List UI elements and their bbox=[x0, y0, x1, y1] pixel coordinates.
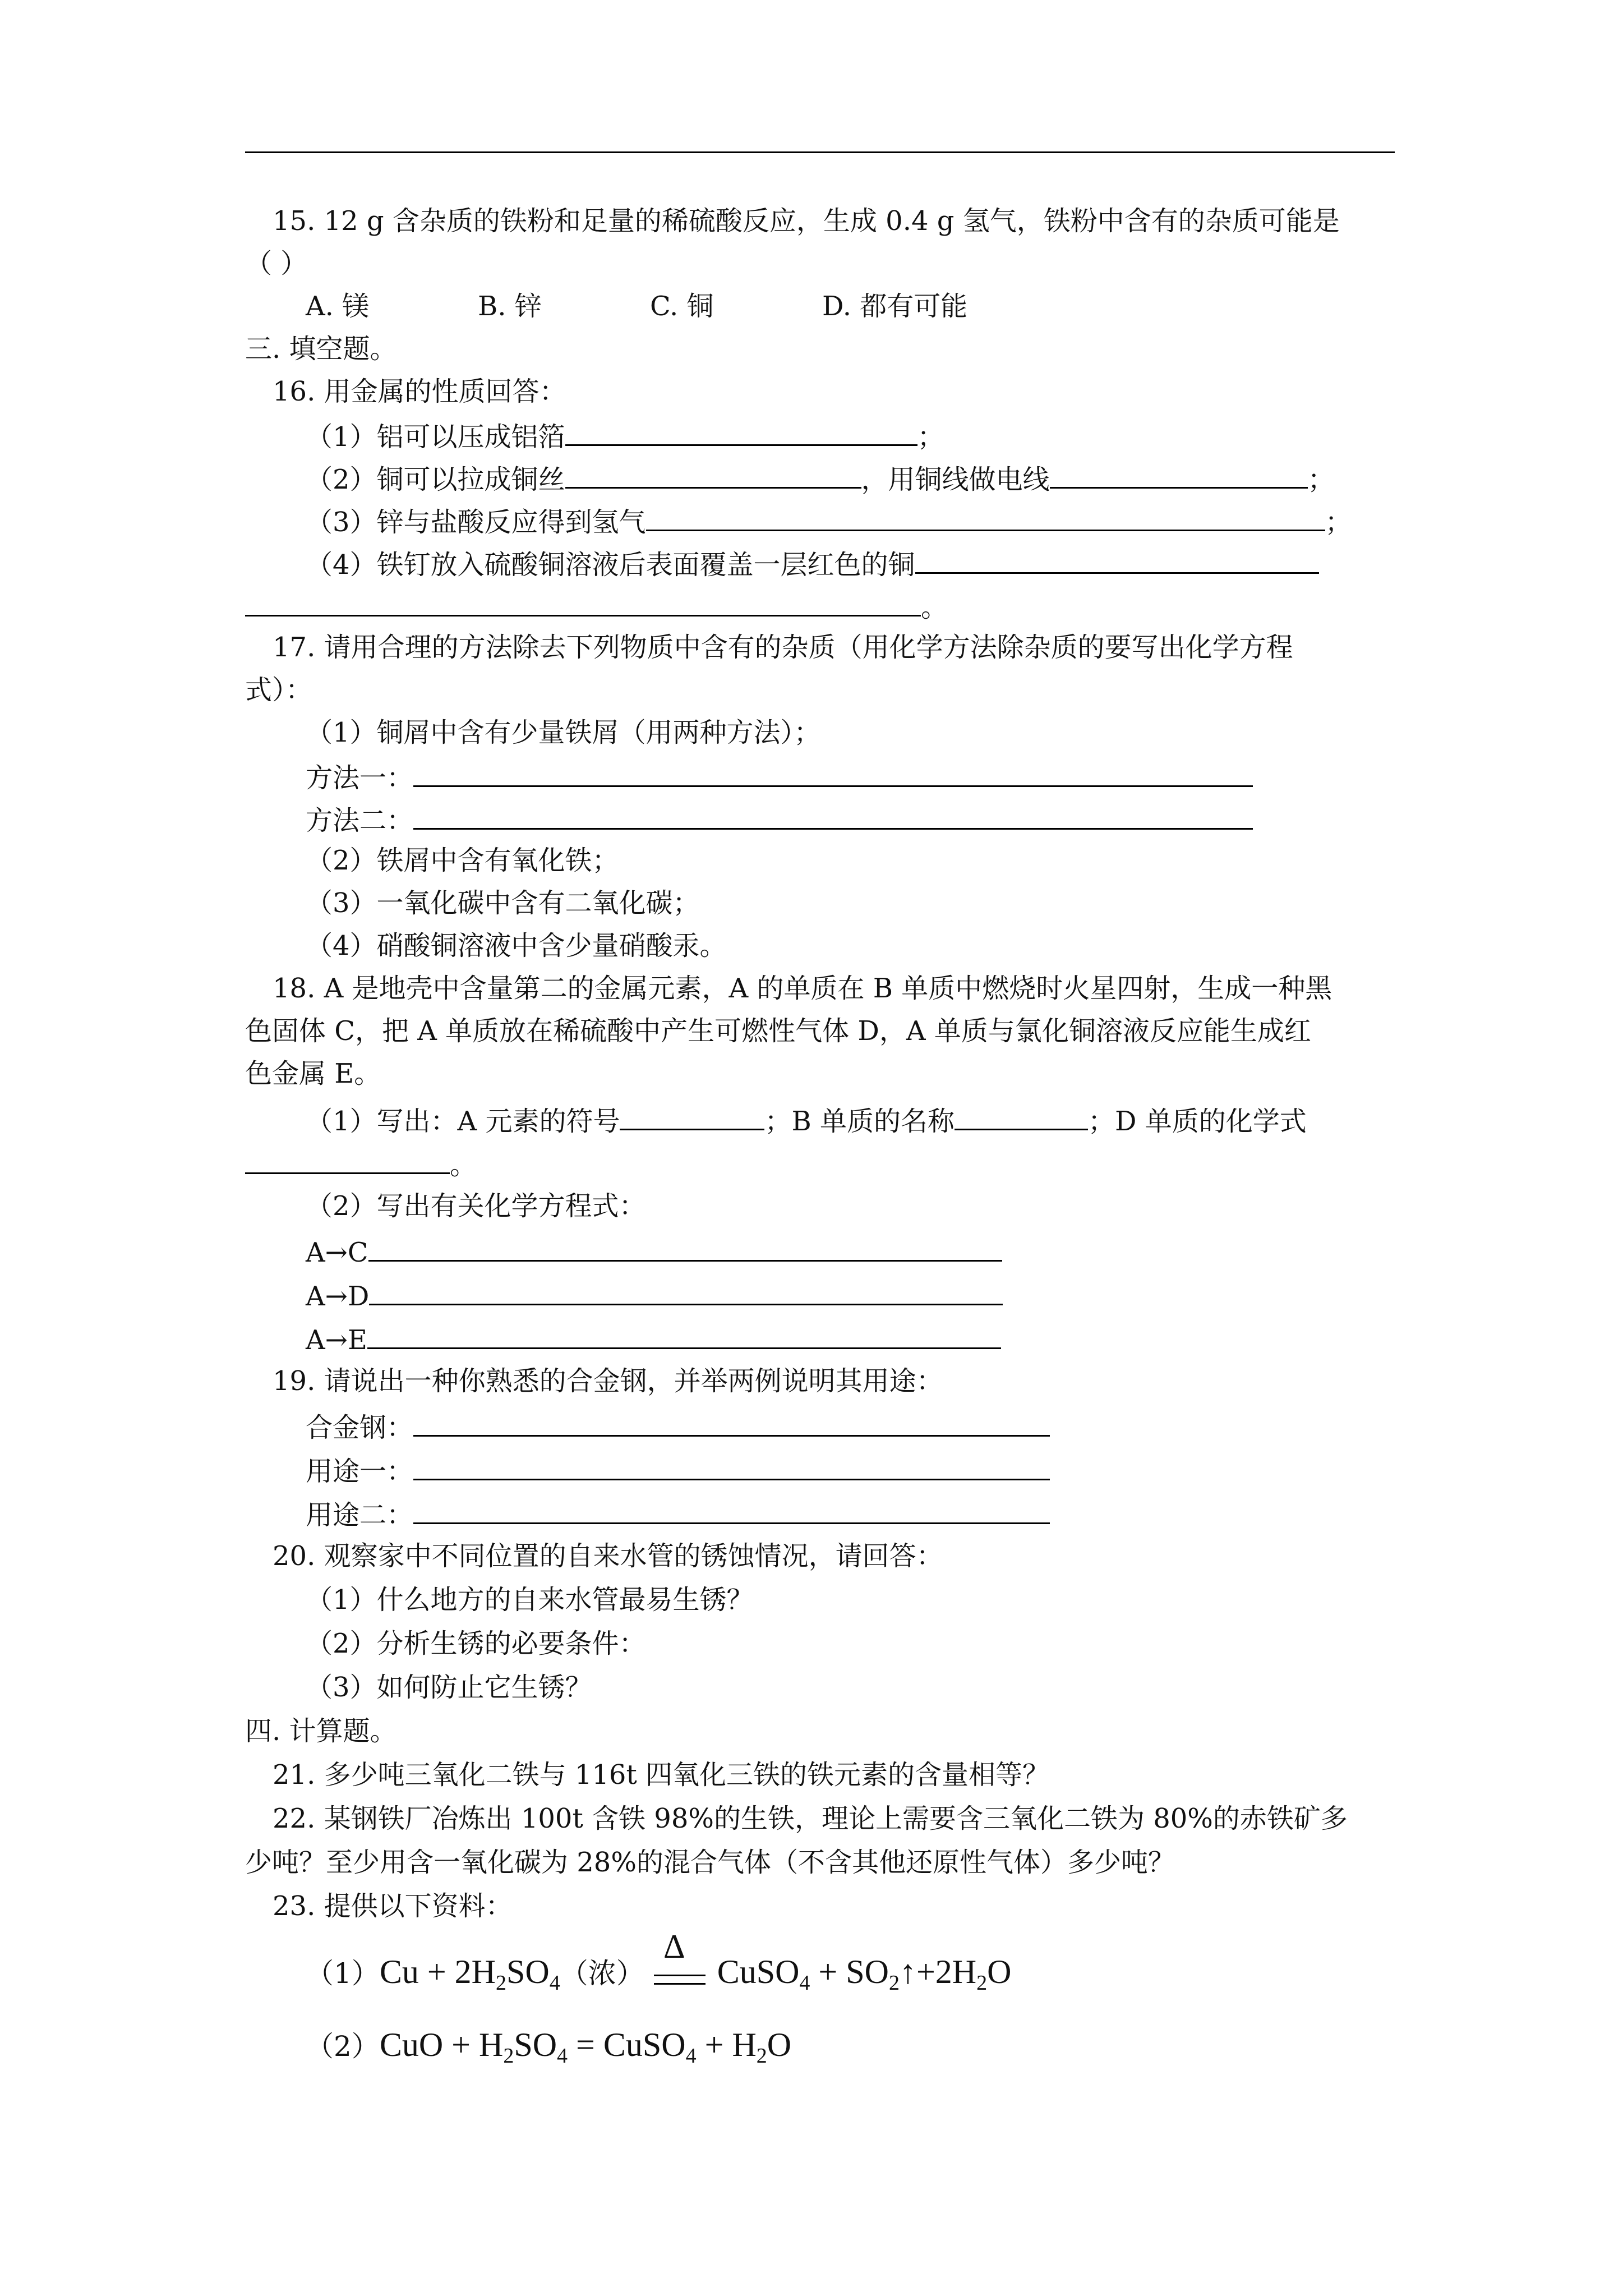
q18-eq-ac-label: A→C bbox=[306, 1237, 368, 1268]
q16-part3 bbox=[306, 501, 1352, 537]
q23-eq2-number: （2） bbox=[306, 2030, 380, 2063]
q20-part2: （2）分析生锈的必要条件： bbox=[306, 1628, 646, 1659]
q16-part4-text: （4）铁钉放入硫酸铜溶液后表面覆盖一层红色的铜 bbox=[306, 549, 915, 581]
q18-eq-ad-blank[interactable] bbox=[369, 1276, 1003, 1305]
q15-options bbox=[306, 288, 967, 324]
q17-method1-label: 方法一： bbox=[306, 762, 414, 794]
q18-stem-line2: 色固体 C，把 A 单质放在稀硫酸中产生可燃性气体 D，A 单质与氯化铜溶液反应能生成红 bbox=[245, 1015, 1311, 1047]
q16-part3-text: （3）锌与盐酸反应得到氢气 bbox=[306, 507, 646, 538]
q16-part1 bbox=[306, 416, 944, 452]
q23-stem: 23. 提供以下资料： bbox=[273, 1890, 513, 1922]
q18-part1-text-b: ；B 单质的名称 bbox=[764, 1106, 955, 1137]
q18-eq-ac bbox=[306, 1232, 1002, 1268]
q23-equation-2: $(2)CuO + H_2SO_4$ = CuSO$_4$ + $H_2O$ bbox=[306, 2026, 792, 2068]
section-4-heading: 四. 计算题。 bbox=[245, 1715, 397, 1747]
q18-part1-text-c: ；D 单质的化学式 bbox=[1088, 1106, 1307, 1137]
q23-equation-1: $(1)Cu + 2H_2SO_4$（浓） CuSO$_4$ + $SO_2↑+2H_2O$ bbox=[306, 1953, 1012, 1995]
q19-use2-blank[interactable] bbox=[413, 1494, 1050, 1524]
q16-part2-semicolon: ； bbox=[1307, 464, 1335, 495]
q16-part1-blank[interactable] bbox=[565, 416, 917, 446]
q16-part4 bbox=[306, 544, 1319, 580]
q17-part3: （3）一氧化碳中含有二氧化碳； bbox=[306, 887, 700, 919]
q17-method1 bbox=[306, 757, 1253, 793]
q18-eq-ac-blank[interactable] bbox=[368, 1232, 1002, 1262]
q19-alloy bbox=[306, 1407, 1050, 1443]
q20-part1: （1）什么地方的自来水管最易生锈？ bbox=[306, 1584, 754, 1616]
q19-use1 bbox=[306, 1451, 1050, 1487]
q15-stem: 15. 12 g 含杂质的铁粉和足量的稀硫酸反应，生成 0.4 g 氢气，铁粉中含有的杂质可能是 bbox=[273, 205, 1340, 237]
q18-part1 bbox=[306, 1101, 1307, 1137]
q22-stem-line1: 22. 某钢铁厂冶炼出 100t 含铁 98%的生铁，理论上需要含三氧化二铁为 80%的赤铁矿多 bbox=[273, 1803, 1348, 1834]
q18-stem-line3: 色金属 E。 bbox=[245, 1058, 381, 1089]
q18-formula-blank[interactable] bbox=[245, 1144, 450, 1174]
q16-part2 bbox=[306, 459, 1335, 495]
q17-method2-label: 方法二： bbox=[306, 805, 414, 836]
heat-delta-symbol: Δ bbox=[663, 1928, 685, 1965]
q16-part1-semicolon: ； bbox=[917, 421, 944, 453]
q19-use1-blank[interactable] bbox=[413, 1451, 1050, 1480]
q16-part3-blank[interactable] bbox=[646, 501, 1325, 531]
q17-part2: （2）铁屑中含有氧化铁； bbox=[306, 845, 619, 876]
q23-eq1-concentrated: （浓） bbox=[560, 1957, 644, 1990]
q18-part1-cont bbox=[245, 1144, 477, 1180]
q16-part4-period: 。 bbox=[921, 592, 948, 623]
q17-method2 bbox=[306, 800, 1253, 836]
q15-option-c: C. 铜 bbox=[650, 291, 714, 322]
q17-method2-blank[interactable] bbox=[413, 800, 1253, 830]
q17-stem-line2: 式）： bbox=[245, 674, 313, 706]
q15-option-d: D. 都有可能 bbox=[822, 291, 968, 322]
q18-part1-text-a: （1）写出：A 元素的符号 bbox=[306, 1106, 620, 1137]
q19-use2-label: 用途二： bbox=[306, 1499, 414, 1531]
q16-part2-text-b: ，用铜线做电线 bbox=[861, 464, 1050, 495]
reaction-double-line bbox=[654, 1975, 706, 1985]
q16-part2-blank-b[interactable] bbox=[1050, 459, 1308, 489]
q19-alloy-label: 合金钢： bbox=[306, 1412, 414, 1443]
q23-eq1-number: （1） bbox=[306, 1957, 380, 1990]
q16-part2-text: （2）铜可以拉成铜丝 bbox=[306, 464, 565, 495]
q17-part1: （1）铜屑中含有少量铁屑（用两种方法）； bbox=[306, 717, 821, 748]
q18-eq-ae-label: A→E bbox=[306, 1324, 367, 1356]
q19-stem: 19. 请说出一种你熟悉的合金钢，并举两例说明其用途： bbox=[273, 1365, 943, 1397]
q18-eq-ae-blank[interactable] bbox=[367, 1319, 1001, 1349]
q15-option-b: B. 锌 bbox=[478, 291, 542, 322]
q20-stem: 20. 观察家中不同位置的自来水管的锈蚀情况，请回答： bbox=[273, 1540, 943, 1572]
q15-answer-paren: （ ） bbox=[245, 248, 308, 279]
q17-stem-line1: 17. 请用合理的方法除去下列物质中含有的杂质（用化学方法除杂质的要写出化学方程 bbox=[273, 632, 1293, 663]
q17-method1-blank[interactable] bbox=[413, 757, 1253, 787]
q19-use1-label: 用途一： bbox=[306, 1456, 414, 1487]
section-3-heading: 三. 填空题。 bbox=[245, 333, 397, 365]
q16-part4-blank-a[interactable] bbox=[915, 544, 1319, 574]
header-rule bbox=[245, 151, 1395, 153]
q18-eq-ae bbox=[306, 1319, 1001, 1355]
q22-stem-line2: 少吨？至少用含一氧化碳为 28%的混合气体（不含其他还原性气体）多少吨？ bbox=[245, 1847, 1175, 1878]
q19-use2 bbox=[306, 1494, 1050, 1530]
q18-stem-line1: 18. A 是地壳中含量第二的金属元素，A 的单质在 B 单质中燃烧时火星四射，生成一种黑 bbox=[273, 973, 1332, 1004]
q16-part2-blank-a[interactable] bbox=[565, 459, 861, 489]
q21-stem: 21. 多少吨三氧化二铁与 116t 四氧化三铁的铁元素的含量相等？ bbox=[273, 1759, 1050, 1791]
q16-part4-blank-b[interactable] bbox=[245, 587, 921, 616]
q18-symbol-blank[interactable] bbox=[620, 1101, 764, 1130]
q18-eq-ad-label: A→D bbox=[306, 1281, 370, 1312]
q16-stem: 16. 用金属的性质回答： bbox=[273, 376, 566, 407]
q16-part4-cont bbox=[245, 587, 948, 623]
q17-part4: （4）硝酸铜溶液中含少量硝酸汞。 bbox=[306, 930, 727, 961]
q15-option-a: A. 镁 bbox=[306, 291, 370, 322]
q18-part1-period: 。 bbox=[450, 1149, 477, 1181]
q16-part3-semicolon: ； bbox=[1325, 507, 1352, 538]
q18-name-blank[interactable] bbox=[955, 1101, 1088, 1130]
q18-part2: （2）写出有关化学方程式： bbox=[306, 1190, 646, 1222]
q19-alloy-blank[interactable] bbox=[413, 1407, 1050, 1437]
q16-part1-text: （1）铝可以压成铝箔 bbox=[306, 421, 565, 453]
q18-eq-ad bbox=[306, 1276, 1003, 1312]
q20-part3: （3）如何防止它生锈？ bbox=[306, 1672, 592, 1703]
